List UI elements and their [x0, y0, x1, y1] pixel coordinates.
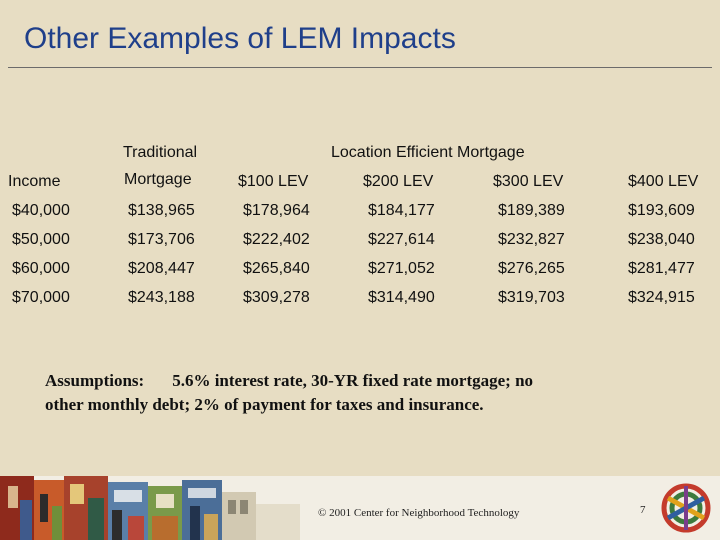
- table-cell: $324,915: [628, 289, 695, 306]
- table-cell: $184,177: [368, 202, 435, 219]
- column-header-income: Income: [8, 173, 61, 190]
- group-header-lem: Location Efficient Mortgage: [331, 144, 525, 161]
- table-cell: $271,052: [368, 260, 435, 277]
- table-cell: $189,389: [498, 202, 565, 219]
- copyright-notice: © 2001 Center for Neighborhood Technology: [318, 507, 520, 519]
- table-cell: $314,490: [368, 289, 435, 306]
- page-number: 7: [640, 504, 646, 516]
- group-header-traditional: Traditional: [123, 144, 198, 161]
- assumptions-note: [45, 369, 685, 417]
- assumptions-label: Assumptions:: [45, 371, 145, 390]
- table-cell: $319,703: [498, 289, 565, 306]
- assumptions-line-2: other monthly debt; 2% of payment for taxes and insurance.: [45, 395, 484, 414]
- table-cell: $227,614: [368, 231, 435, 248]
- column-header-200-lev: $200 LEV: [363, 173, 434, 190]
- assumptions-line-1: 5.6% interest rate, 30-YR fixed rate mortgage; no: [172, 371, 534, 390]
- neighborhood-collage-image: [0, 476, 300, 540]
- column-header-100-lev: $100 LEV: [238, 173, 309, 190]
- column-header-mortgage: Mortgage: [124, 171, 192, 188]
- table-cell: $265,840: [243, 260, 310, 277]
- table-cell: $138,965: [128, 202, 195, 219]
- table-cell: $193,609: [628, 202, 695, 219]
- column-header-300-lev: $300 LEV: [493, 173, 564, 190]
- table-cell: $40,000: [12, 202, 70, 219]
- table-cell: $208,447: [128, 260, 195, 277]
- slide-footer: [0, 476, 720, 540]
- table-cell: $50,000: [12, 231, 70, 248]
- table-cell: $178,964: [243, 202, 310, 219]
- table-cell: $238,040: [628, 231, 695, 248]
- table-cell: $309,278: [243, 289, 310, 306]
- cnt-knot-logo-icon: [658, 480, 714, 536]
- table-cell: $276,265: [498, 260, 565, 277]
- table-cell: $222,402: [243, 231, 310, 248]
- title-divider: [8, 67, 712, 68]
- table-cell: $173,706: [128, 231, 195, 248]
- table-cell: $243,188: [128, 289, 195, 306]
- slide-title: Other Examples of LEM Impacts: [24, 22, 456, 55]
- table-cell: $232,827: [498, 231, 565, 248]
- column-header-400-lev: $400 LEV: [628, 173, 699, 190]
- table-cell: $70,000: [12, 289, 70, 306]
- table-cell: $60,000: [12, 260, 70, 277]
- table-cell: $281,477: [628, 260, 695, 277]
